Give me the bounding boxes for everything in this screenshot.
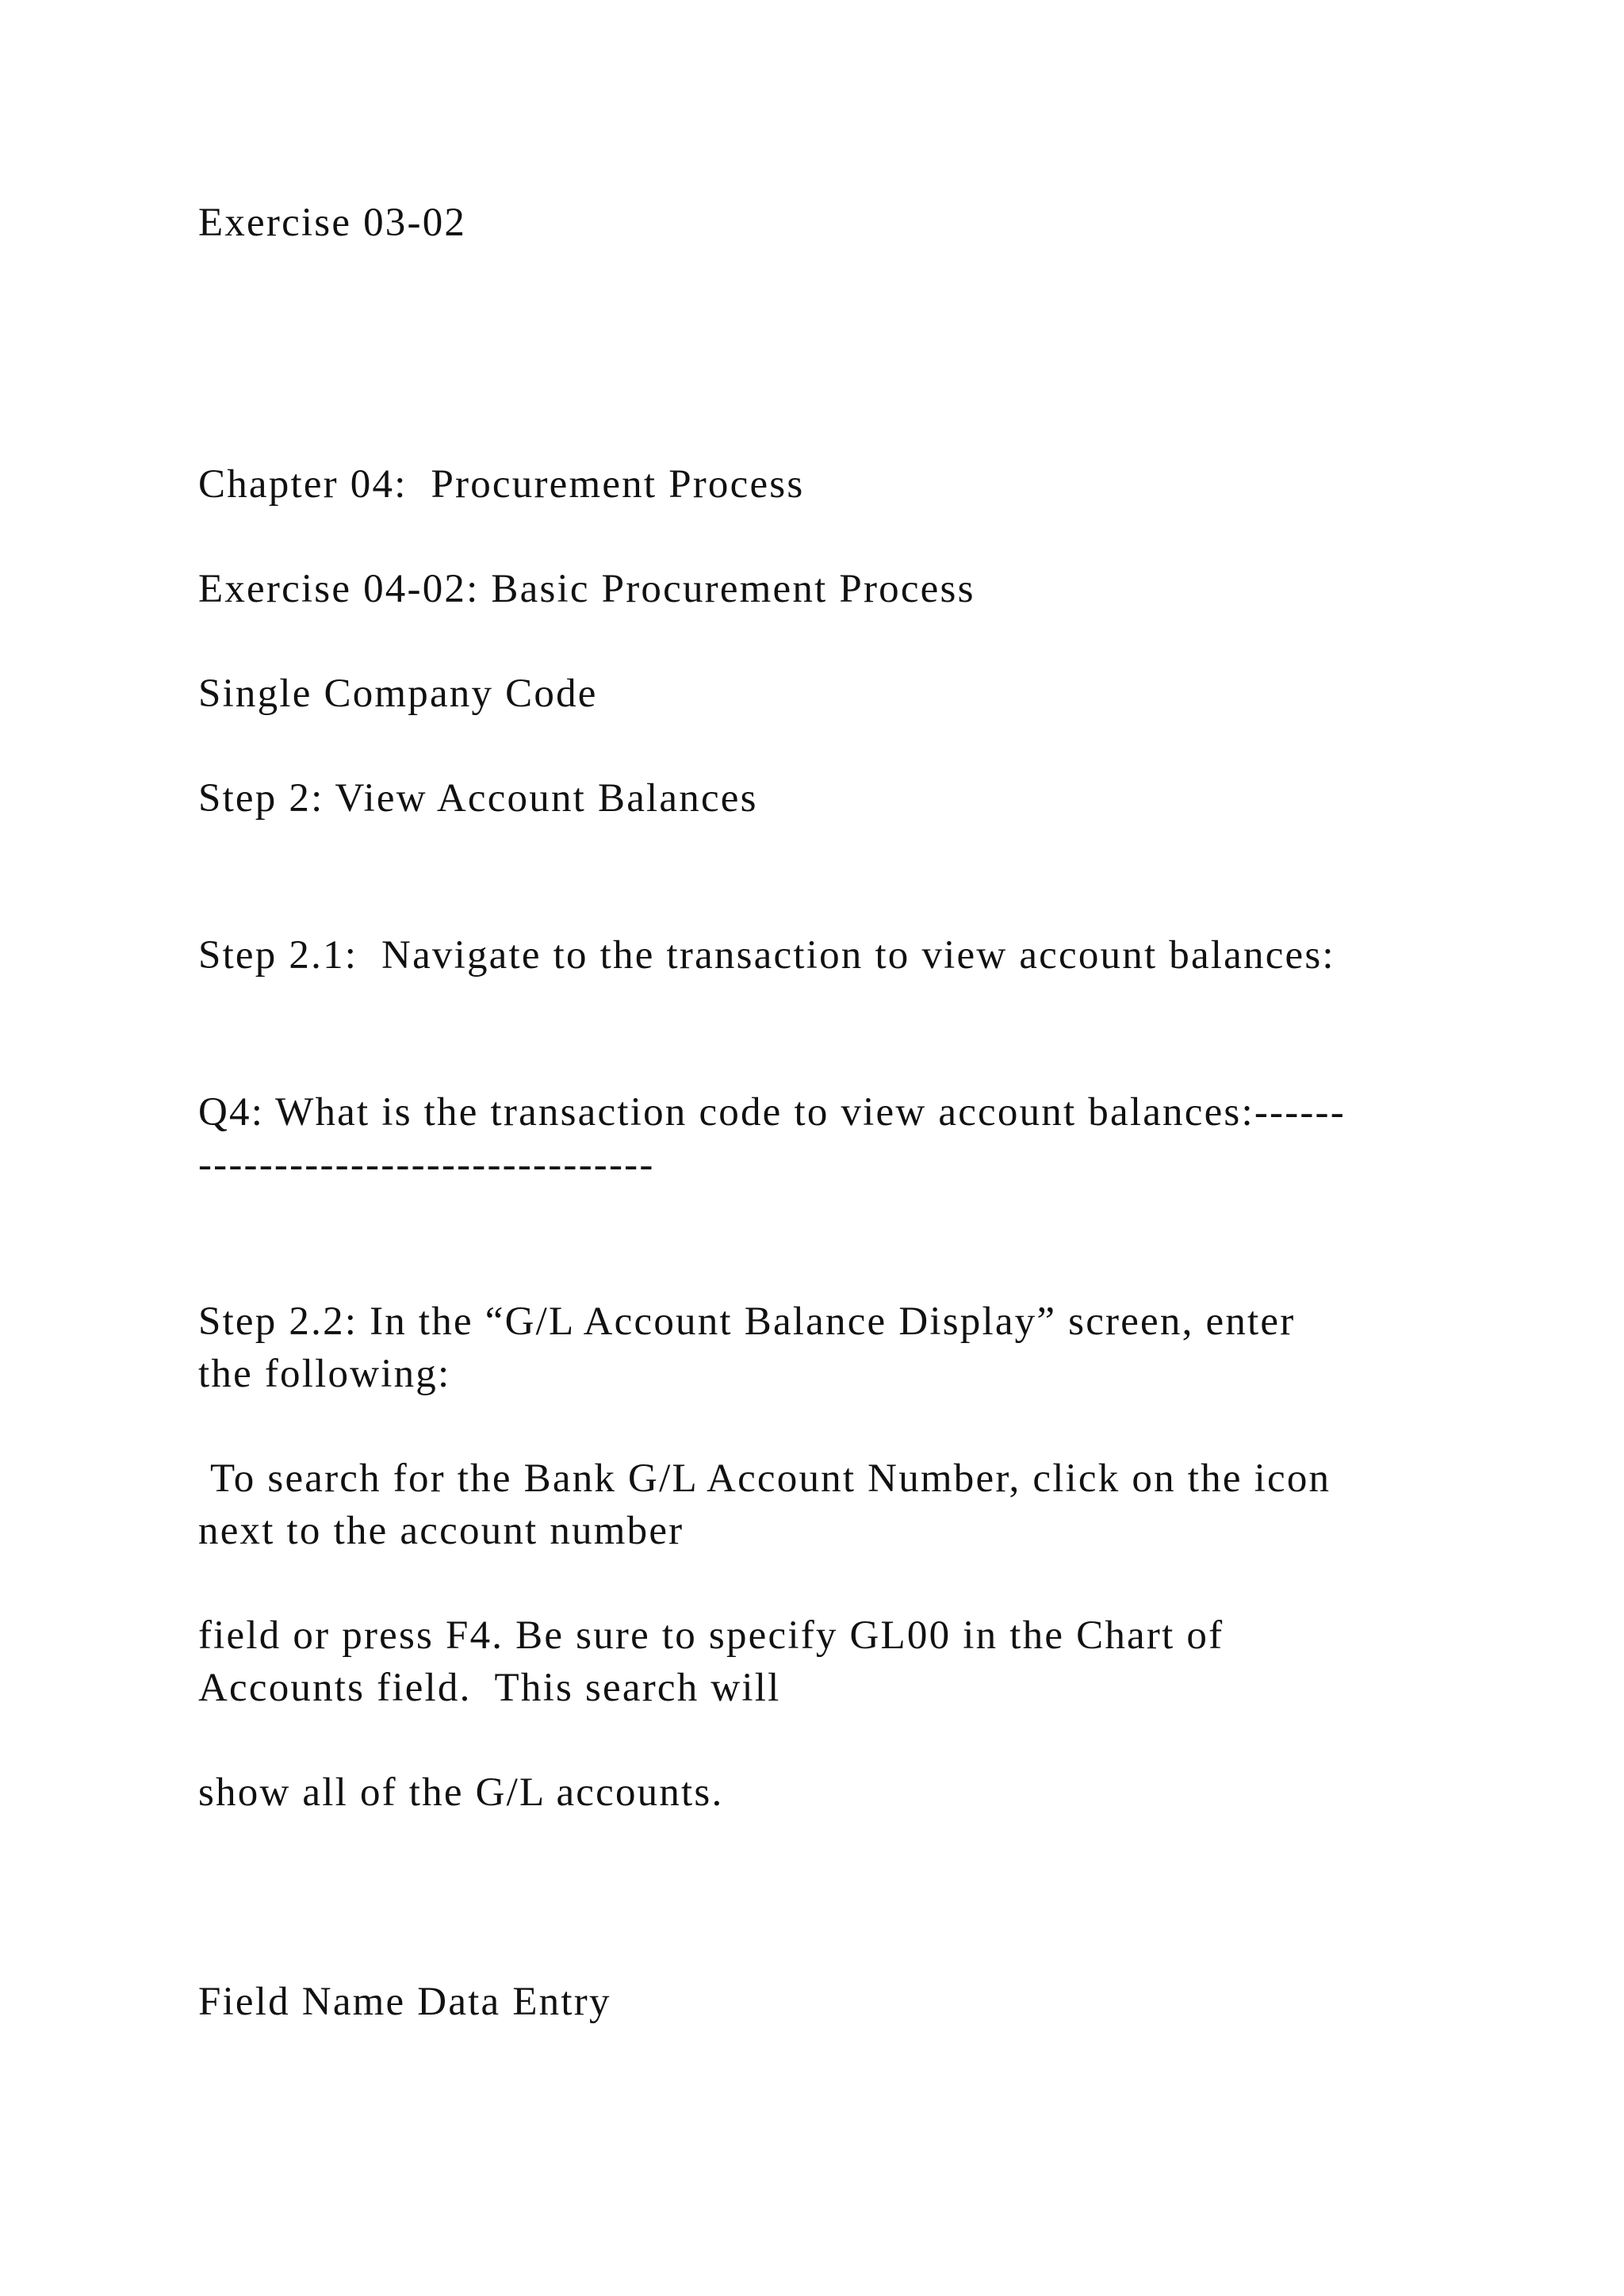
question-4: Q4: What is the transaction code to view account balances:------ ------------------------------	[198, 1090, 1346, 1187]
exercise-title: Exercise 04-02: Basic Procurement Process	[198, 567, 975, 611]
company-code-label: Single Company Code	[198, 672, 598, 716]
chapter-title: Chapter 04: Procurement Process	[198, 462, 805, 507]
step-2-2-instruction: Step 2.2: In the “G/L Account Balance Display” screen, enter the following:	[198, 1299, 1296, 1396]
table-header-text: Field Name Data Entry	[198, 1980, 611, 2024]
show-accounts-text: show all of the G/L accounts.	[198, 1770, 724, 1815]
field-instruction: field or press F4. Be sure to specify GL00 in the Chart of Accounts field. This search will	[198, 1613, 1224, 1710]
search-instruction: To search for the Bank G/L Account Number, click on the icon next to the account number	[198, 1456, 1331, 1553]
step-2-heading: Step 2: View Account Balances	[198, 776, 758, 821]
exercise-heading: Exercise 03-02	[198, 201, 467, 245]
step-2-1-instruction: Step 2.1: Navigate to the transaction to view account balances:	[198, 933, 1335, 978]
